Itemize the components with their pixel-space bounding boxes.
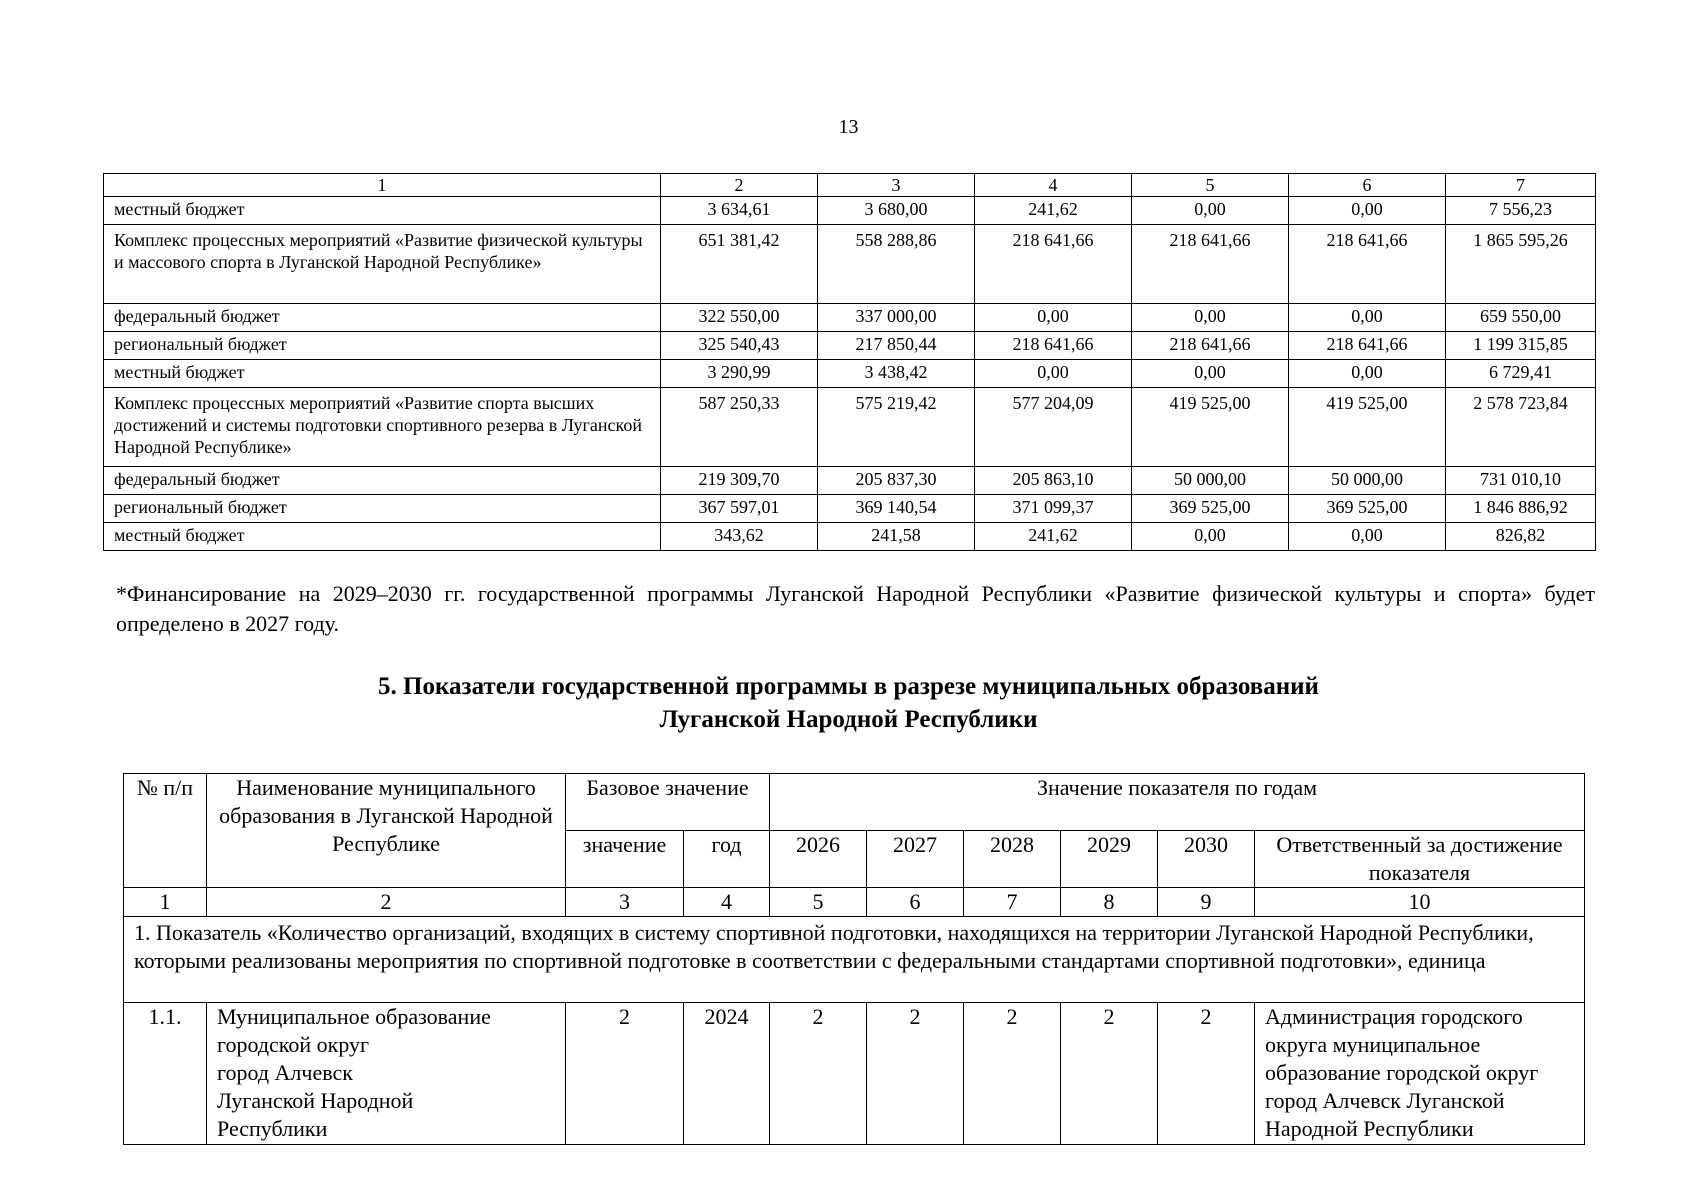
header-cell: 4 bbox=[975, 174, 1132, 197]
header-cell: 6 bbox=[1289, 174, 1446, 197]
table-row bbox=[104, 388, 1596, 467]
section-title bbox=[0, 670, 1697, 736]
municipality-name-line: Республики bbox=[217, 1116, 328, 1141]
value-cell: 217 850,44 bbox=[818, 332, 975, 360]
value-cell: 343,62 bbox=[661, 523, 818, 551]
table-row bbox=[104, 523, 1596, 551]
column-number: 4 bbox=[684, 888, 770, 917]
indicator-title-row bbox=[124, 917, 1585, 1003]
table-row bbox=[104, 304, 1596, 332]
table-header-row bbox=[104, 174, 1596, 197]
value-cell: 371 099,37 bbox=[975, 495, 1132, 523]
indicators-table bbox=[123, 773, 1585, 1145]
value-cell: 0,00 bbox=[1132, 197, 1289, 225]
header-cell: 2 bbox=[661, 174, 818, 197]
value-cell: 0,00 bbox=[1289, 523, 1446, 551]
column-number: 2 bbox=[207, 888, 566, 917]
row-label: региональный бюджет bbox=[104, 332, 661, 360]
value-cell: 6 729,41 bbox=[1446, 360, 1596, 388]
header-values-by-year: Значение показателя по годам bbox=[770, 774, 1585, 831]
value-cell: 325 540,43 bbox=[661, 332, 818, 360]
value-cell: 3 290,99 bbox=[661, 360, 818, 388]
value-cell: 3 438,42 bbox=[818, 360, 975, 388]
header-year: 2029 bbox=[1061, 831, 1158, 888]
value-cell: 241,58 bbox=[818, 523, 975, 551]
value-cell: 50 000,00 bbox=[1289, 467, 1446, 495]
municipality-name bbox=[207, 1003, 566, 1145]
value-cell: 218 641,66 bbox=[1289, 225, 1446, 304]
header-base-value: Базовое значение bbox=[566, 774, 770, 831]
value-cell: 218 641,66 bbox=[975, 332, 1132, 360]
value-cell: 3 634,61 bbox=[661, 197, 818, 225]
value-cell: 369 140,54 bbox=[818, 495, 975, 523]
header-year: 2028 bbox=[964, 831, 1061, 888]
column-number: 6 bbox=[867, 888, 964, 917]
header-responsible: Ответственный за достижение показателя bbox=[1255, 831, 1585, 888]
column-number: 9 bbox=[1158, 888, 1255, 917]
financing-table bbox=[103, 173, 1596, 551]
value-cell: 2 578 723,84 bbox=[1446, 388, 1596, 467]
value-cell: 369 525,00 bbox=[1289, 495, 1446, 523]
value-cell: 3 680,00 bbox=[818, 197, 975, 225]
value-cell: 419 525,00 bbox=[1289, 388, 1446, 467]
header-cell: 1 bbox=[104, 174, 661, 197]
column-number: 5 bbox=[770, 888, 867, 917]
row-number: 1.1. bbox=[124, 1003, 207, 1145]
indicator-title: 1. Показатель «Количество организаций, входящих в систему спортивной подготовки, находящихся на территории Луганской Народной Республики, которыми реализованы мероприятия по спортивной подготовке в соответствии с федеральными стандартами спортивной подготовки», единица bbox=[124, 917, 1585, 1003]
value-cell: 587 250,33 bbox=[661, 388, 818, 467]
column-number: 1 bbox=[124, 888, 207, 917]
value-cell: 218 641,66 bbox=[1289, 332, 1446, 360]
column-number: 7 bbox=[964, 888, 1061, 917]
table-row bbox=[104, 495, 1596, 523]
value-cell: 0,00 bbox=[1132, 304, 1289, 332]
value-cell: 651 381,42 bbox=[661, 225, 818, 304]
responsible-party: Администрация городского округа муниципальное образование городской округ город Алчевск Луганской Народной Республики bbox=[1255, 1003, 1585, 1145]
table-row bbox=[124, 1003, 1585, 1145]
header-cell: 3 bbox=[818, 174, 975, 197]
value-cell: 826,82 bbox=[1446, 523, 1596, 551]
value-cell: 369 525,00 bbox=[1132, 495, 1289, 523]
header-year: 2027 bbox=[867, 831, 964, 888]
year-value: 2 bbox=[770, 1003, 867, 1145]
municipality-name-line: город Алчевск bbox=[217, 1060, 353, 1085]
value-cell: 558 288,86 bbox=[818, 225, 975, 304]
value-cell: 50 000,00 bbox=[1132, 467, 1289, 495]
header-cell: 5 bbox=[1132, 174, 1289, 197]
value-cell: 0,00 bbox=[1289, 197, 1446, 225]
column-number-row bbox=[124, 888, 1585, 917]
base-value: 2 bbox=[566, 1003, 684, 1145]
value-cell: 219 309,70 bbox=[661, 467, 818, 495]
section-title-line: Луганской Народной Республики bbox=[659, 706, 1038, 733]
row-label: Комплекс процессных мероприятий «Развитие спорта высших достижений и системы подготовки спортивного резерва в Луганской Народной Республике» bbox=[104, 388, 661, 467]
value-cell: 0,00 bbox=[1289, 360, 1446, 388]
header-municipality-name: Наименование муниципального образования в Луганской Народной Республике bbox=[207, 774, 566, 888]
value-cell: 575 219,42 bbox=[818, 388, 975, 467]
column-number: 10 bbox=[1255, 888, 1585, 917]
row-label: Комплекс процессных мероприятий «Развитие физической культуры и массового спорта в Луганской Народной Республике» bbox=[104, 225, 661, 304]
row-label: федеральный бюджет bbox=[104, 467, 661, 495]
value-cell: 1 199 315,85 bbox=[1446, 332, 1596, 360]
value-cell: 1 846 886,92 bbox=[1446, 495, 1596, 523]
footnote: *Финансирование на 2029–2030 гг. государственной программы Луганской Народной Республики «Развитие физической культуры и спорта» будет определено в 2027 году. bbox=[116, 581, 1595, 636]
value-cell: 0,00 bbox=[975, 304, 1132, 332]
value-cell: 218 641,66 bbox=[1132, 332, 1289, 360]
page-number: 13 bbox=[838, 116, 859, 138]
municipality-name-line: Муниципальное образование bbox=[217, 1004, 491, 1029]
value-cell: 419 525,00 bbox=[1132, 388, 1289, 467]
value-cell: 322 550,00 bbox=[661, 304, 818, 332]
value-cell: 218 641,66 bbox=[1132, 225, 1289, 304]
value-cell: 218 641,66 bbox=[975, 225, 1132, 304]
table-header-row bbox=[124, 774, 1585, 831]
value-cell: 0,00 bbox=[1289, 304, 1446, 332]
value-cell: 337 000,00 bbox=[818, 304, 975, 332]
value-cell: 577 204,09 bbox=[975, 388, 1132, 467]
value-cell: 0,00 bbox=[975, 360, 1132, 388]
value-cell: 0,00 bbox=[1132, 360, 1289, 388]
value-cell: 205 863,10 bbox=[975, 467, 1132, 495]
table-row bbox=[104, 467, 1596, 495]
year-value: 2 bbox=[867, 1003, 964, 1145]
value-cell: 0,00 bbox=[1132, 523, 1289, 551]
value-cell: 241,62 bbox=[975, 197, 1132, 225]
row-label: региональный бюджет bbox=[104, 495, 661, 523]
section-title-line: 5. Показатели государственной программы в разрезе муниципальных образований bbox=[378, 673, 1319, 700]
row-label: местный бюджет bbox=[104, 523, 661, 551]
year-value: 2 bbox=[1158, 1003, 1255, 1145]
year-value: 2 bbox=[964, 1003, 1061, 1145]
table-row bbox=[104, 197, 1596, 225]
base-year: 2024 bbox=[684, 1003, 770, 1145]
value-cell: 1 865 595,26 bbox=[1446, 225, 1596, 304]
header-cell: 7 bbox=[1446, 174, 1596, 197]
value-cell: 659 550,00 bbox=[1446, 304, 1596, 332]
column-number: 3 bbox=[566, 888, 684, 917]
value-cell: 241,62 bbox=[975, 523, 1132, 551]
municipality-name-line: городской округ bbox=[217, 1032, 370, 1057]
table-row bbox=[104, 332, 1596, 360]
header-year: 2026 bbox=[770, 831, 867, 888]
table-row bbox=[104, 360, 1596, 388]
row-label: федеральный бюджет bbox=[104, 304, 661, 332]
value-cell: 731 010,10 bbox=[1446, 467, 1596, 495]
year-value: 2 bbox=[1061, 1003, 1158, 1145]
header-base-year: год bbox=[684, 831, 770, 888]
header-year: 2030 bbox=[1158, 831, 1255, 888]
header-number: № п/п bbox=[124, 774, 207, 888]
row-label: местный бюджет bbox=[104, 360, 661, 388]
value-cell: 367 597,01 bbox=[661, 495, 818, 523]
value-cell: 7 556,23 bbox=[1446, 197, 1596, 225]
municipality-name-line: Луганской Народной bbox=[217, 1088, 414, 1113]
column-number: 8 bbox=[1061, 888, 1158, 917]
value-cell: 205 837,30 bbox=[818, 467, 975, 495]
row-label: местный бюджет bbox=[104, 197, 661, 225]
header-base-value-value: значение bbox=[566, 831, 684, 888]
table-row bbox=[104, 225, 1596, 304]
